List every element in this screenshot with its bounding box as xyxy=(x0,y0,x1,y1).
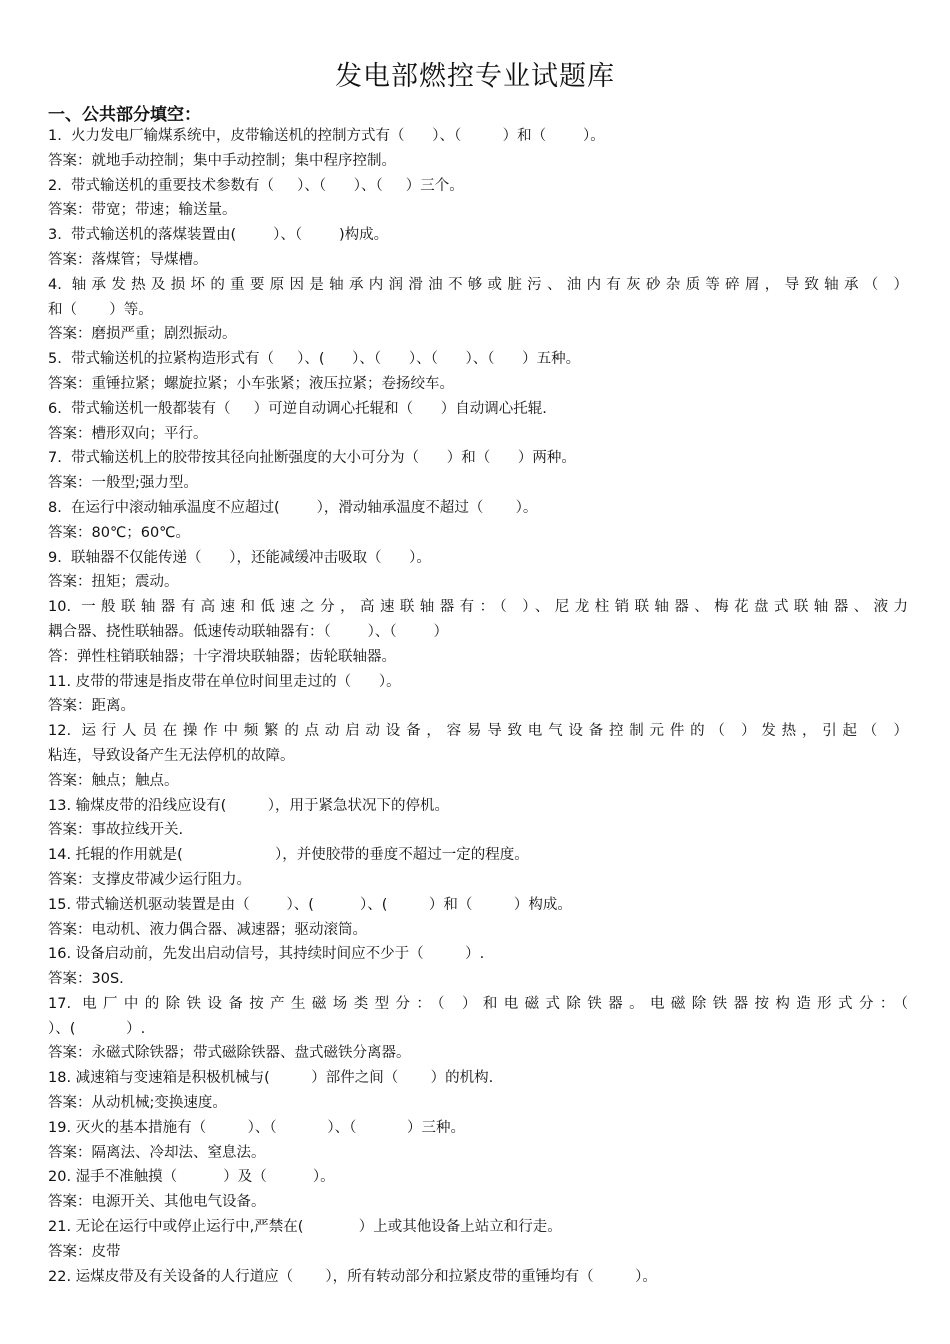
answer-line: 答案：80℃；60℃。 xyxy=(48,524,190,541)
question-line: 7. 带式输送机上的胶带按其径向扯断强度的大小可分为（ ）和（ ）两种。 xyxy=(48,450,576,467)
answer-line: 答案：磨损严重；剧烈振动。 xyxy=(48,326,237,343)
question-line: 18. 减速箱与变速箱是积极机械与( ）部件之间（ ）的机构. xyxy=(48,1070,494,1087)
document-title: 发电部燃控专业试题库 xyxy=(335,61,615,92)
answer-line: 答案：一般型;强力型。 xyxy=(48,475,198,492)
question-line: 5. 带式输送机的拉紧构造形式有（ ）、( ）、（ ）、（ ）、（ ）五种。 xyxy=(48,351,581,368)
answer-line: 答案：槽形双向；平行。 xyxy=(48,425,208,442)
answer-line: 答案：触点；触点。 xyxy=(48,772,179,789)
question-line: 14. 托辊的作用就是( ），并使胶带的垂度不超过一定的程度。 xyxy=(48,847,529,864)
question-line: 22. 运煤皮带及有关设备的人行道应（ ），所有转动部分和拉紧皮带的重锤均有（ ）。 xyxy=(48,1268,657,1285)
answer-line: 答案：就地手动控制；集中手动控制；集中程序控制。 xyxy=(48,152,396,169)
question-line: 19. 灭火的基本措施有（ ）、（ ）、（ ）三种。 xyxy=(48,1119,466,1136)
question-line: 4. 轴承发热及损坏的重要原因是轴承内润滑油不够或脏污、油内有灰砂杂质等碎屑，导致轴承（ ） xyxy=(48,276,908,293)
answer-line: 答案：落煤管；导煤槽。 xyxy=(48,251,208,268)
question-line: 11. 皮带的带速是指皮带在单位时间里走过的（ ）。 xyxy=(48,673,401,690)
answer-line: 答案：电动机、液力偶合器、减速器；驱动滚筒。 xyxy=(48,921,367,938)
section-heading: 一、公共部分填空： xyxy=(48,105,201,125)
question-line: 17. 电厂中的除铁设备按产生磁场类型分：（ ）和电磁式除铁器。电磁除铁器按构造形式分：（ xyxy=(48,995,908,1012)
question-line: 8. 在运行中滚动轴承温度不应超过( ），滑动轴承温度不超过（ ）。 xyxy=(48,499,538,516)
question-line: 20. 湿手不准触摸（ ）及（ ）。 xyxy=(48,1169,335,1186)
question-line: 21. 无论在运行中或停止运行中,严禁在( ）上或其他设备上站立和行走。 xyxy=(48,1219,562,1236)
question-line: 2. 带式输送机的重要技术参数有（ ）、（ ）、（ ）三个。 xyxy=(48,177,464,194)
answer-line: 答案：重锤拉紧；螺旋拉紧；小车张紧；液压拉紧；卷扬绞车。 xyxy=(48,375,454,392)
answer-line: 答案：皮带 xyxy=(48,1243,121,1260)
question-list xyxy=(48,124,908,1289)
question-line: 3. 带式输送机的落煤装置由( ）、（ )构成。 xyxy=(48,227,389,244)
question-line: 粘连，导致设备产生无法停机的故障。 xyxy=(48,747,295,764)
answer-line: 答案：永磁式除铁器；带式磁除铁器、盘式磁铁分离器。 xyxy=(48,1045,411,1062)
answer-line: 答：弹性柱销联轴器；十字滑块联轴器；齿轮联轴器。 xyxy=(48,648,396,665)
question-line: 10. 一般联轴器有高速和低速之分，高速联轴器有：（ ）、尼龙柱销联轴器、梅花盘式联轴器、液力 xyxy=(48,599,908,616)
question-line: 15. 带式输送机驱动装置是由（ ）、( ）、( ）和（ ）构成。 xyxy=(48,896,572,913)
answer-line: 答案：扭矩；震动。 xyxy=(48,574,179,591)
question-line: 1. 火力发电厂输煤系统中，皮带输送机的控制方式有（ ）、（ ）和（ ）。 xyxy=(48,128,605,144)
answer-line: 答案：事故拉线开关. xyxy=(48,822,184,839)
answer-line: 答案：隔离法、冷却法、窒息法。 xyxy=(48,1144,266,1161)
answer-line: 答案：30S. xyxy=(48,971,124,988)
answer-line: 答案：从动机械;变换速度。 xyxy=(48,1095,227,1112)
question-line: 16. 设备启动前，先发出启动信号，其持续时间应不少于（ ）. xyxy=(48,946,485,963)
answer-line: 答案：电源开关、其他电气设备。 xyxy=(48,1194,266,1211)
question-line: 9. 联轴器不仅能传递（ ），还能减缓冲击吸取（ ）。 xyxy=(48,549,431,566)
answer-line: 答案：支撑皮带减少运行阻力。 xyxy=(48,871,251,888)
question-line: ）、( ）. xyxy=(48,1020,146,1037)
question-line: 12. 运行人员在操作中频繁的点动启动设备，容易导致电气设备控制元件的（ ）发热，引起（ ） xyxy=(48,723,908,740)
question-line: 和（ ）等。 xyxy=(48,301,153,318)
answer-line: 答案：距离。 xyxy=(48,698,135,715)
question-line: 13. 输煤皮带的沿线应设有( ），用于紧急状况下的停机。 xyxy=(48,797,450,814)
question-line: 6. 带式输送机一般都装有（ ）可逆自动调心托辊和（ ）自动调心托辊. xyxy=(48,400,547,417)
question-line: 耦合器、挠性联轴器。低速传动联轴器有：（ ）、（ ） xyxy=(48,623,448,640)
answer-line: 答案：带宽；带速；输送量。 xyxy=(48,202,237,219)
